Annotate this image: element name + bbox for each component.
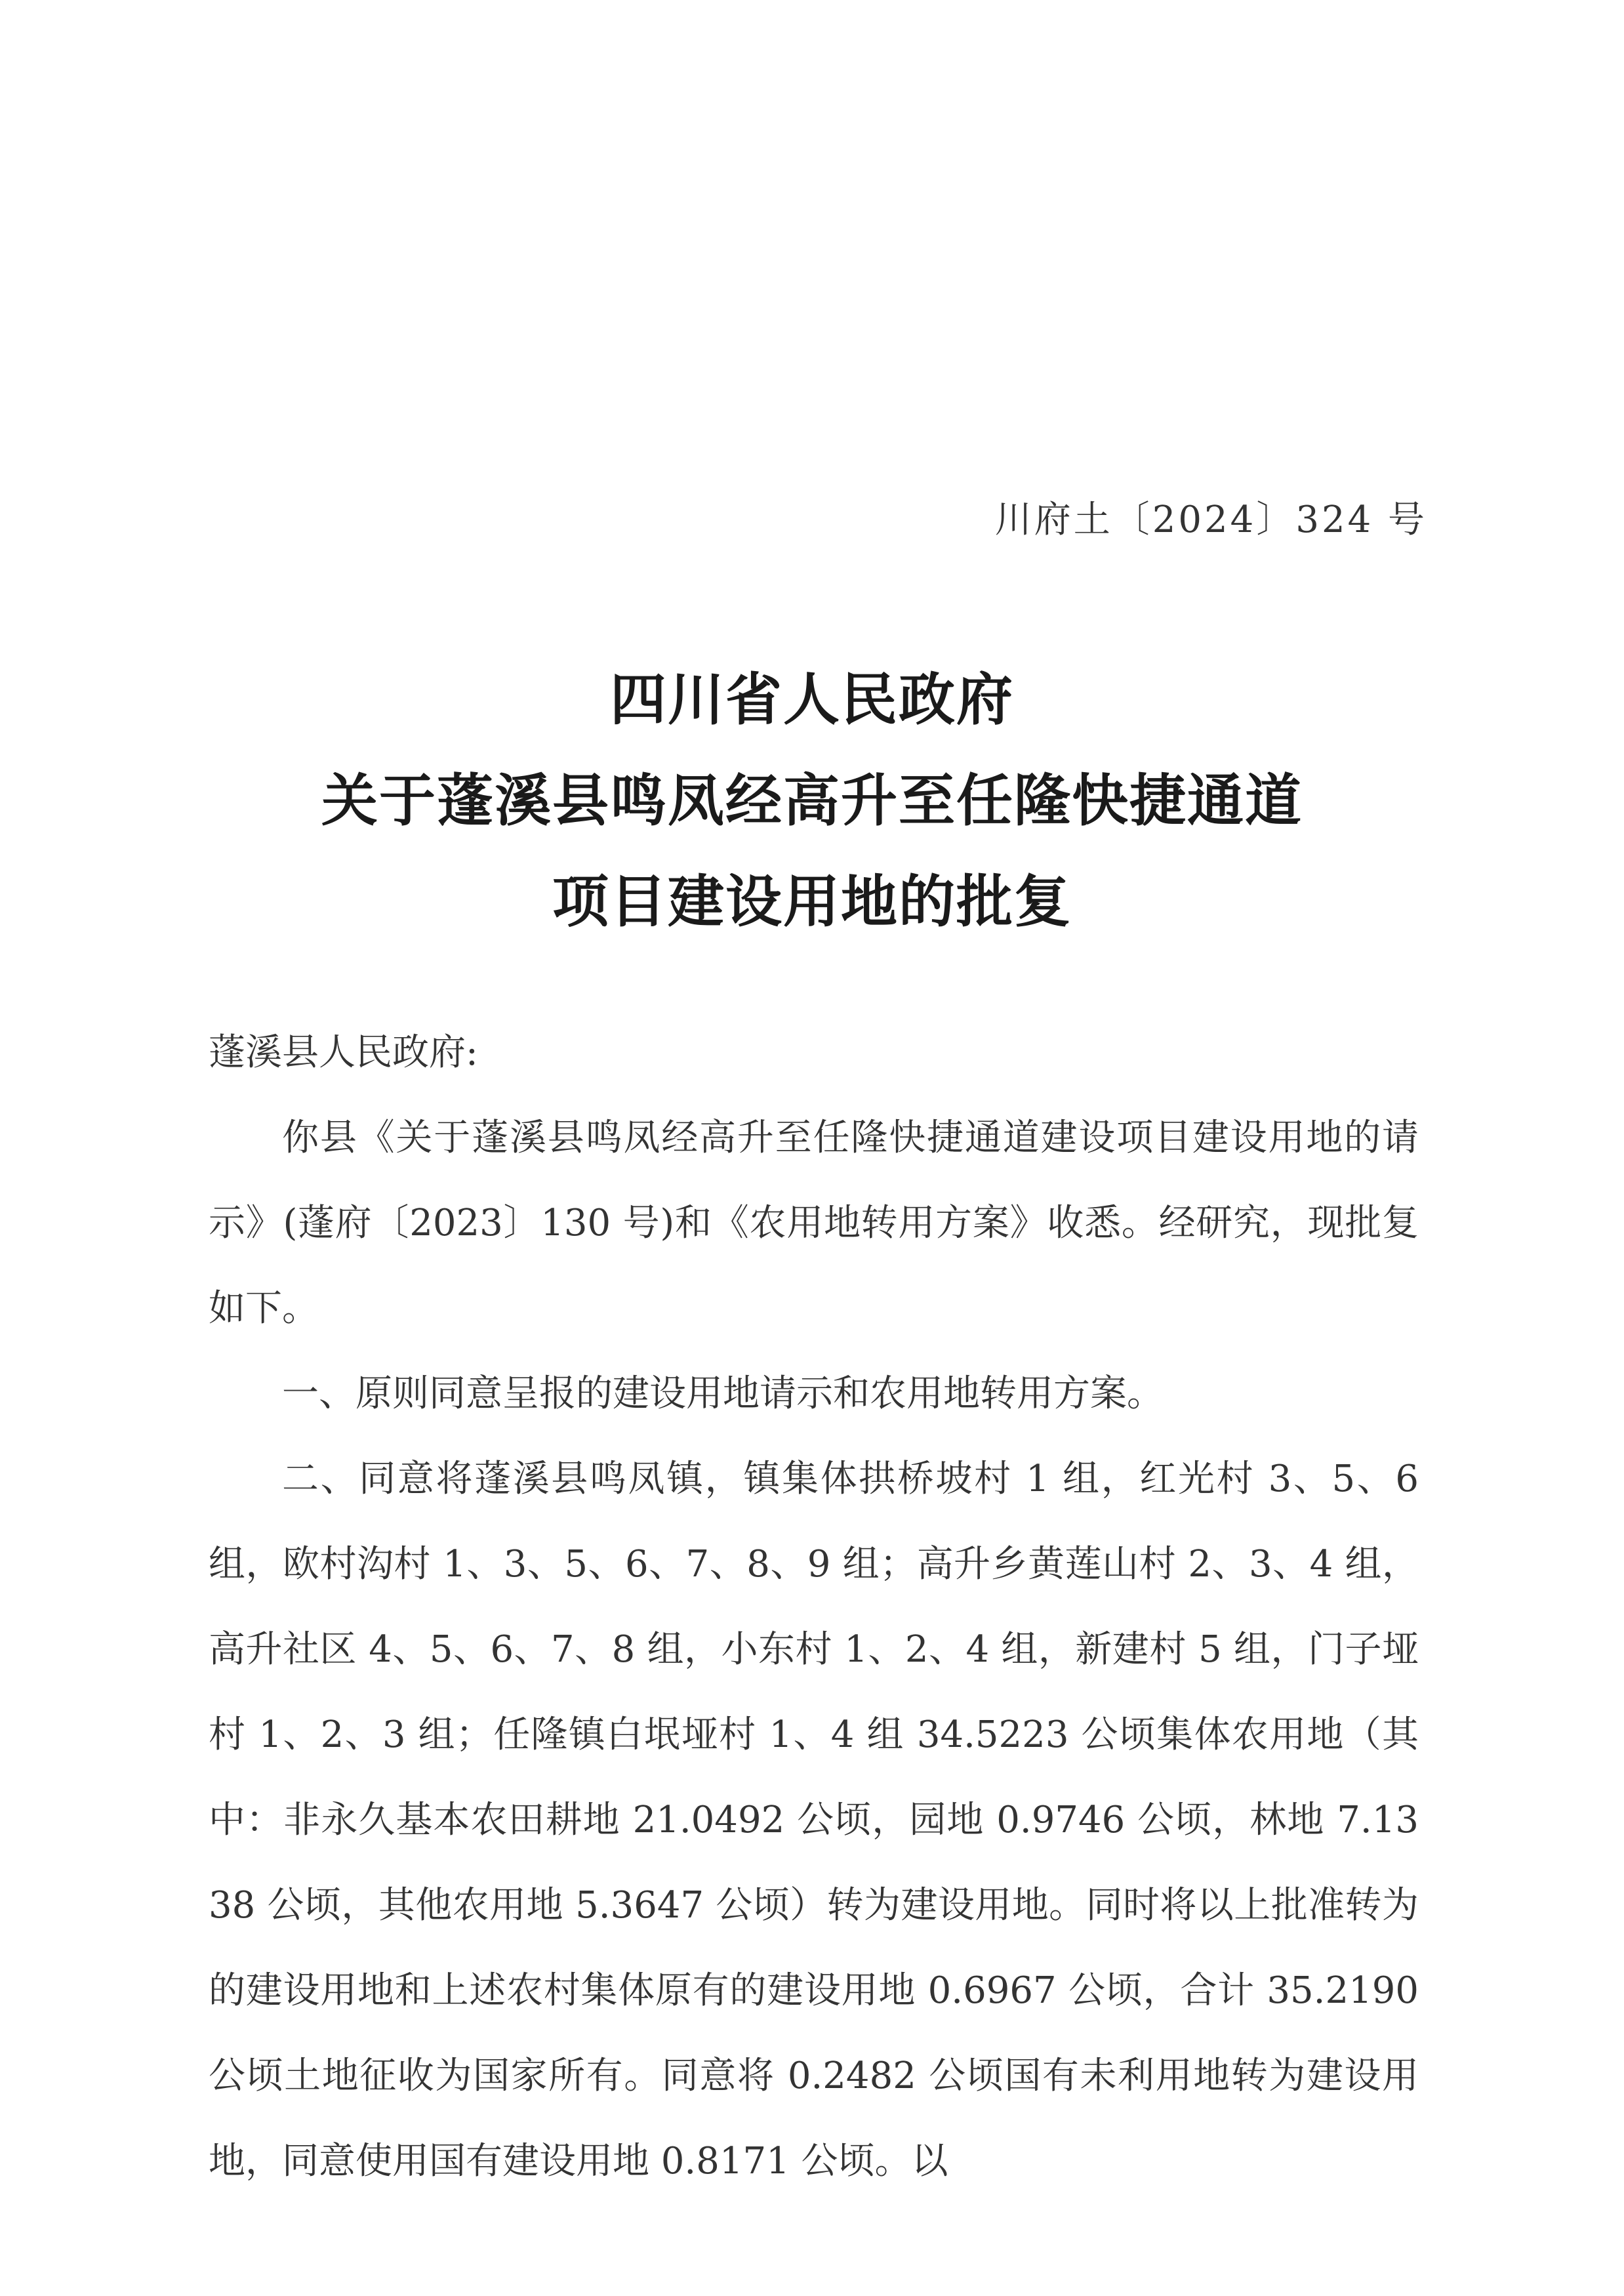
title-line-subject: 关于蓬溪县鸣凤经高升至任隆快捷通道 <box>321 768 1303 834</box>
salutation: 蓬溪县人民政府: <box>209 1031 478 1074</box>
title-line-issuer: 四川省人民政府 <box>610 667 1014 733</box>
document-number: 川府土〔2024〕324 号 <box>994 499 1427 541</box>
paragraph-item-1: 一、原则同意呈报的建设用地请示和农用地转用方案。 <box>282 1372 1164 1415</box>
document-body <box>209 1010 1419 2204</box>
document-title <box>0 649 1624 953</box>
paragraph-item-2: 二、同意将蓬溪县鸣凤镇，镇集体拱桥坡村 1 组，红光村 3、5、6 组，欧村沟村 1、3、5、6、7、8、9 组；高升乡黄莲山村 2、3、4 组，高升社区 4、5、6、7、8 组，小东村 1、2、4 组，新建村 5 组，门子垭村 1、2、3 组；任隆镇白垊垭村 1、4 组 34.5223 公顷集体农用地（其中：非永久基本农田耕地 21.0492 公顷，园地 0.9746 公顷，林地 7.1338 公顷，其他农用地 5.3647 公顷）转为建设用地。同时将以上批准转为的建设用地和上述农村集体原有的建设用地 0.6967 公顷，合计 35.2190 公顷土地征收为国家所有。同意将 0.2482 公顷国有未利用地转为建设用地，同意使用国有建设用地 0.8171 公顷。以 <box>209 1458 1419 2183</box>
paragraph-intro: 你县《关于蓬溪县鸣凤经高升至任隆快捷通道建设项目建设用地的请示》(蓬府〔2023〕130 号)和《农用地转用方案》收悉。经研究，现批复如下。 <box>209 1117 1419 1330</box>
title-line-subject-end: 项目建设用地的批复 <box>552 869 1072 935</box>
